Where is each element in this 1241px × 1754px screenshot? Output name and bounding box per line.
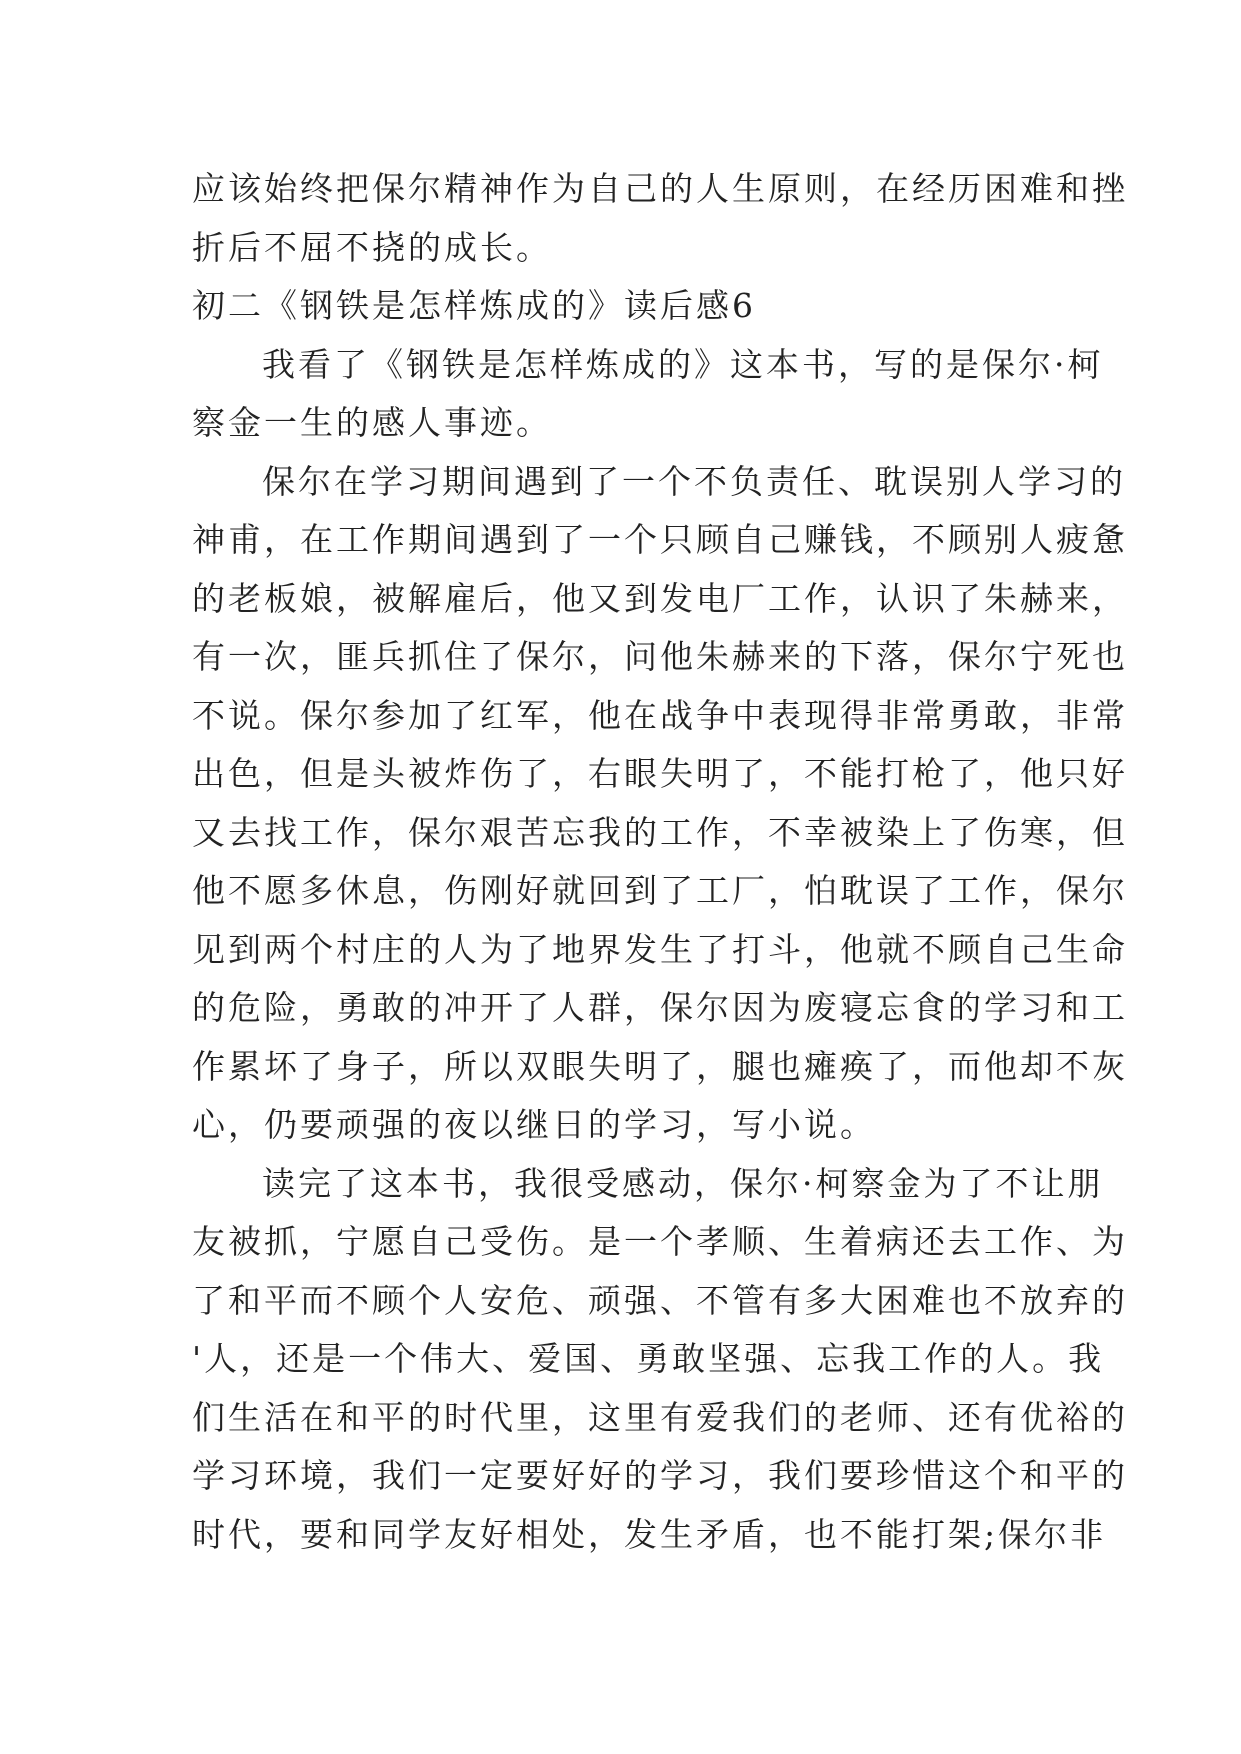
paragraph-line: 又去找工作，保尔艰苦忘我的工作，不幸被染上了伤寒，但 <box>192 812 1128 852</box>
paragraph-line: 折后不屈不挠的成长。 <box>192 227 552 267</box>
paragraph-line: 们生活在和平的时代里，这里有爱我们的老师、还有优裕的 <box>192 1397 1128 1437</box>
document-body <box>192 160 1128 1564</box>
paragraph-line: 心，仍要顽强的夜以继日的学习，写小说。 <box>192 1105 876 1144</box>
paragraph-line: 神甫，在工作期间遇到了一个只顾自己赚钱，不顾别人疲惫 <box>192 520 1128 559</box>
paragraph-line: 了和平而不顾个人安危、顽强、不管有多大困难也不放弃的 <box>192 1280 1128 1320</box>
paragraph-line: 的老板娘，被解雇后，他又到发电厂工作，认识了朱赫来， <box>192 578 1128 618</box>
paragraph-line: 我看了《钢铁是怎样炼成的》这本书，写的是保尔·柯 <box>262 344 1104 384</box>
paragraph-line: 时代，要和同学友好相处，发生矛盾，也不能打架;保尔非 <box>192 1514 1107 1554</box>
paragraph-line: '人，还是一个伟大、爱国、勇敢坚强、忘我工作的人。我 <box>192 1339 1105 1378</box>
paragraph-line: 有一次，匪兵抓住了保尔，问他朱赫来的下落，保尔宁死也 <box>192 637 1128 676</box>
paragraph-line: 察金一生的感人事迹。 <box>192 403 552 442</box>
paragraph-line: 不说。保尔参加了红军，他在战争中表现得非常勇敢，非常 <box>192 695 1128 735</box>
paragraph-line: 的危险，勇敢的冲开了人群，保尔因为废寝忘食的学习和工 <box>192 988 1128 1027</box>
section-heading: 初二《钢铁是怎样炼成的》读后感6 <box>192 286 756 325</box>
paragraph-line: 保尔在学习期间遇到了一个不负责任、耽误别人学习的 <box>262 461 1126 501</box>
paragraph-line: 学习环境，我们一定要好好的学习，我们要珍惜这个和平的 <box>192 1456 1128 1495</box>
paragraph-line: 读完了这本书，我很受感动，保尔·柯察金为了不让朋 <box>262 1163 1104 1203</box>
paragraph-line: 作累坏了身子，所以双眼失明了，腿也瘫痪了，而他却不灰 <box>192 1046 1128 1086</box>
paragraph-line: 他不愿多休息，伤刚好就回到了工厂，怕耽误了工作，保尔 <box>192 871 1128 910</box>
paragraph-line: 友被抓，宁愿自己受伤。是一个孝顺、生着病还去工作、为 <box>192 1222 1128 1261</box>
paragraph-line: 见到两个村庄的人为了地界发生了打斗，他就不顾自己生命 <box>192 929 1128 969</box>
paragraph-line: 出色，但是头被炸伤了，右眼失明了，不能打枪了，他只好 <box>192 754 1128 793</box>
paragraph-line: 应该始终把保尔精神作为自己的人生原则，在经历困难和挫 <box>192 169 1128 208</box>
